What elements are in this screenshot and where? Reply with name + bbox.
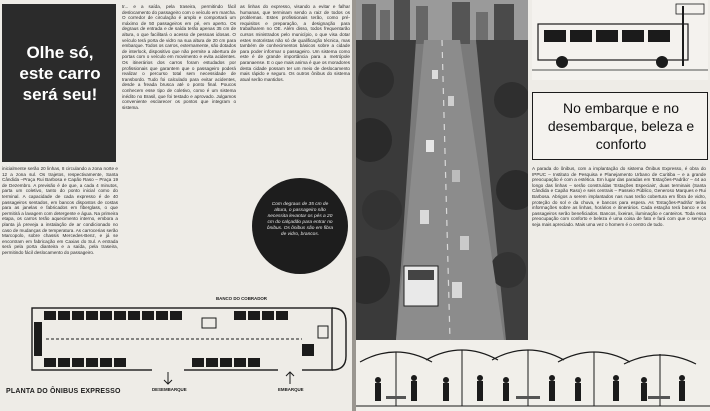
street-photo-illustration <box>356 0 528 340</box>
floor-plan-drawing <box>2 296 350 388</box>
bus-station-illustration <box>356 340 710 411</box>
caption-circle <box>252 178 348 274</box>
plan-title: PLANTA DO ÔNIBUS EXPRESSO <box>6 388 121 395</box>
paragraph: A parada do ônibus, com a implantação do sistema Ônibus Expresso, é obra do IPPUC – Instituto de Pesquisa e Planejamento Urbano de Curitiba – e a grande preocupação é com a estética. Em lugar das paradas em 'Estações-Padrão' – 44 ao longo das linhas – serão construídas 'Estações Especiais', duas terminais (Santa Cândida e Capão Raso) e seis centrais – Passeio Público, Generoso Marques e Rui Barbosa. Abrigos a serem implantados nas ruas terão cobertura em fibra de vidro, proteção do sol e da chuva, e bancos para espera. As 'Estações-Padrão' terão informações sobre as linhas, horários e itinerários. Cada estação terá banco e os passageiros serão beneficiados. Bancos, lixeiras, iluminação e canteiros. Toda essa preocupação com conforto e beleza é uma coisa de fato e fará com que o serviço seja mais apreciado. Mais uma vez o homem é o centro de tudo. <box>532 166 706 227</box>
text-column-3 <box>240 4 350 174</box>
bus-sketch-illustration <box>532 0 708 80</box>
left-page <box>0 0 352 411</box>
plan-label-entry: EMBARQUE <box>278 387 304 392</box>
plan-label-exit: DESEMBARQUE <box>152 387 187 392</box>
bus-floor-plan <box>2 296 350 410</box>
paragraph: inicialmente serão 20 linhas, 8 circulando a zona norte e 12 a zona sul. Os trajetos, respectivamente, Santa Cândida –Praça Rui Barbosa e Capão Raso – Praça 19 de Dezembro. A previsão é de que, a cada 4 minutos, parta um coletivo, tanto do ponto inicial como do terminal. A capacidade de cada expresso é de 40 passageiros sentados, em bancos dispostos de costas para as janelas e fabricados em fiberglass, o que permitirá a lavagem com detergente e água. Na primeira etapa, os carros terão aquecimento interno, embora a planta já preveja a instalação de ar condicionado no caso de mudanças de temperatura. As carrocerias serão Marcopolo, sobre chassis Mercedes-Benz, e já se encontram em fabricação em Caxias do Sul. A entrada será pela porta dianteira e a saída, pela traseira, permitindo fácil deslocamento do passageiro. <box>2 166 118 255</box>
paragraph: tr... e a saída, pela traseira, permitindo fácil deslocamento do passageiro com o veículo em marcha. O corredor de circulação é amplo e comportará um máximo de 50 passageiros em pé, em aperto. Os degraus de entrada e de saída terão apenas 35 cm de altura, o que facilitará o acesso de pessoas idosas. O veículo terá porta de vidro na sua altura de 20 cm para embarque. Todos os carros, externamente, são dotados de interlock, dispositivo que não permite a abertura de portas com o veículo em movimento e evita acidentes. Os itinerários dos carros foram estudados por profissionais que garantem que o passageiro poderá realizar o percurso total sem necessidade de transbordo. Tudo foi calculado para evitar acidentes, desde a freada brusca até o ponto final. Poucos conhecem esse tipo de coletivo, como é um sistema inédito no Brasil, que foi testado e aprovado. Julgamos conveniente esclarecer os pontos que integram o sistema. <box>122 4 236 110</box>
aerial-street-photo <box>356 0 528 340</box>
right-page <box>356 0 710 411</box>
text-column-2 <box>122 4 236 294</box>
text-column-1 <box>2 166 118 290</box>
circle-caption: Com degraus de 35 cm de altura, o passageiro não necessita levantar os pés a 20 cm do calçadão para entrar no ônibus. Os ônibus são em fibra de vidro, brancos. <box>266 202 334 237</box>
section-title-box <box>532 92 708 160</box>
plan-label-collector-seat: BANCO DO COBRADOR <box>216 296 267 301</box>
right-text-column <box>532 166 706 338</box>
paragraph: as linhas do expresso, visando a evitar e falhar humanas, que terminam sendo a raiz de todos os problemas. Estes profissionais terão, como pré-requisitos e preparação, a designação para trabalharem no OE. Além disso, todos frequentarão cursos ministrados pelo município, o que visa dotar estes motoristas não só de qualificação técnica, mas também de conhecimentos básicos sobre a cidade para poder informar o passageiro. Um sistema como este é de grande importância para a metrópole paranaense. E o que mais anima é que os moradores desta cidade possam ter um meio de deslocamento mais rápido e seguro. Os outros ônibus do sistema atual serão mantidos. <box>240 4 350 82</box>
section-title: No embarque e no desembarque, beleza e conforto <box>547 100 695 152</box>
headline-box <box>2 4 116 162</box>
headline: Olhe só, este carro será seu! <box>19 43 101 104</box>
